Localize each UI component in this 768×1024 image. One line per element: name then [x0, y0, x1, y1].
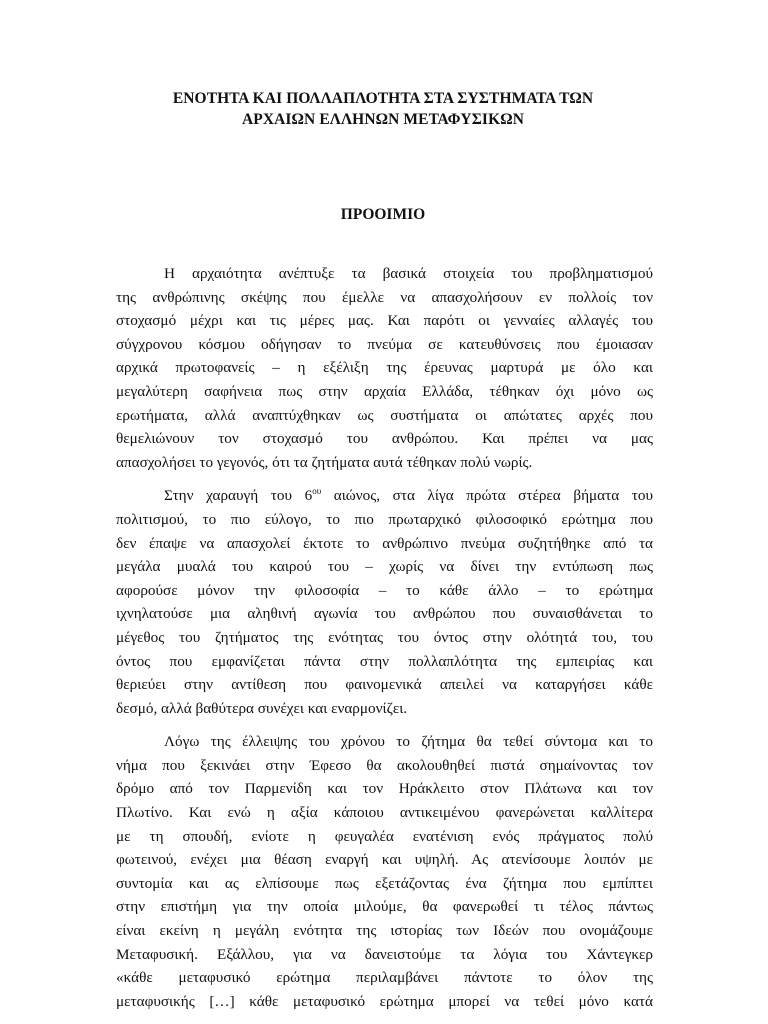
text-line: Μεταφυσική. Εξάλλου, για να δανειστούμε τα λόγια του Χάντεγκερ: [116, 945, 653, 963]
text-line: αρχικά πρωτοφανείς – η εξέλιξη της έρευνας μαρτυρά με όλο και: [116, 359, 653, 377]
text-segment: αιώνος, στα λίγα πρώτα στέρεα βήματα του: [321, 487, 653, 505]
text-line: πολιτισμού, το πιο εύλογο, το πιο πρωταρχικό φιλοσοφικό ερώτημα που: [116, 510, 653, 528]
text-line: μέγεθος του ζητήματος της ενότητας του όντος στην ολότητά του, του: [116, 628, 653, 646]
paragraph-2: [116, 484, 653, 720]
text-line: μεταφυσικής […] κάθε μεταφυσικό ερώτημα μπορεί να τεθεί μόνο κατά: [116, 992, 653, 1010]
text-line: συντομία και ας ελπίσουμε πως εξετάζοντας ένα ζήτημα που εμπίπτει: [116, 874, 653, 892]
text-line: είναι εκείνη η μεγάλη ενότητα της ιστορίας των Ιδεών που ονομάζουμε: [116, 922, 653, 940]
text-line: Η αρχαιότητα ανέπτυξε τα βασικά στοιχεία του προβληματισμού: [164, 265, 653, 282]
text-line: της ανθρώπινης σκέψης που έμελλε να απασχολήσουν εν πολλοίς τον: [116, 288, 653, 306]
text-line: Λόγω της έλλειψης του χρόνου το ζήτημα θα τεθεί σύντομα και το: [164, 733, 653, 751]
text-line: στοχασμό μέχρι και τις μέρες μας. Και παρότι οι γενναίες αλλαγές του: [116, 312, 653, 330]
text-line: «κάθε μεταφυσικό ερώτημα περιλαμβάνει πάντοτε το όλον της: [116, 969, 653, 987]
text-line: θεριεύει στην αντίθεση που φαινομενικά απειλεί να καταργήσει κάθε: [116, 676, 653, 694]
text-line: απασχολήσει το γεγονός, ότι τα ζητήματα αυτά τέθηκαν πολύ νωρίς.: [116, 453, 533, 471]
text-segment: Στην χαραυγή του 6: [164, 487, 313, 505]
section-heading: ΠΡΟΟΙΜΙΟ: [340, 206, 426, 223]
text-line: όντος που εμφανίζεται πάντα στην πολλαπλότητα της εμπειρίας και: [116, 652, 653, 670]
paragraph-1: [116, 262, 653, 474]
text-line: δρόμο από τον Παρμενίδη και τον Ηράκλειτο στον Πλάτωνα και τον: [116, 780, 653, 798]
text-line: στην επιστήμη για την οποία μιλούμε, θα φανερωθεί τι τέλος πάντως: [116, 898, 653, 916]
text-line: μεγαλύτερη σαφήνεια πως στην αρχαία Ελλάδα, τέθηκαν όχι μόνο ως: [116, 382, 653, 400]
text-line: αφορούσε μόνον την φιλοσοφία – το κάθε άλλο – το ερώτημα: [116, 581, 653, 599]
body-text: [116, 262, 653, 1023]
text-line: με τη σπουδή, ενίοτε η φευγαλέα ενατένιση ενός πράγματος πολύ: [116, 827, 653, 845]
document-title-line-2: ΑΡΧΑΙΩΝ ΕΛΛΗΝΩΝ ΜΕΤΑΦΥΣΙΚΩΝ: [241, 111, 525, 128]
text-line: νήμα που ξεκινάει στην Έφεσο θα ακολουθηθεί πιστά σημαίνοντας τον: [116, 756, 653, 774]
text-line: μεγάλα μυαλά του καιρού του – χωρίς να δίνει την εντύπωση πως: [116, 558, 653, 576]
text-line: φωτεινού, ενέχει μια θέαση εναργή και υψηλή. Ας ατενίσουμε λοιπόν με: [116, 851, 653, 869]
text-line: ερωτήματα, αλλά αναπτύχθηκαν ως συστήματα οι απώτατες αρχές που: [116, 406, 653, 424]
text-line: ιχνηλατούσε μια αληθινή αγωνία του ανθρώπου που συναισθάνεται το: [116, 605, 653, 623]
text-line-with-superscript: [116, 484, 653, 508]
text-line: δεν έπαψε να απασχολεί έκτοτε το ανθρώπινο πνεύμα συζητήθηκε από τα: [116, 534, 653, 552]
text-line: θεμελιώνουν τον στοχασμό του ανθρώπου. Και πρέπει να μας: [116, 430, 653, 448]
text-line: Πλωτίνο. Και ενώ η αξία κάποιου αντικειμένου φανερώνεται καλλίτερα: [116, 804, 653, 822]
text-line: σύγχρονου κόσμου οδήγησαν το πνεύμα σε κατευθύνσεις που έμοιασαν: [116, 335, 653, 353]
document-title-line-1: ΕΝΟΤΗΤΑ ΚΑΙ ΠΟΛΛΑΠΛΟΤΗΤΑ ΣΤΑ ΣΥΣΤΗΜΑΤΑ ΤΩΝ: [172, 90, 594, 107]
ordinal-superscript: ου: [312, 486, 322, 497]
paragraph-3: [116, 730, 653, 1013]
text-line: δεσμό, αλλά βαθύτερα συνέχει και εναρμονίζει.: [116, 699, 408, 717]
document-title: [100, 88, 666, 130]
